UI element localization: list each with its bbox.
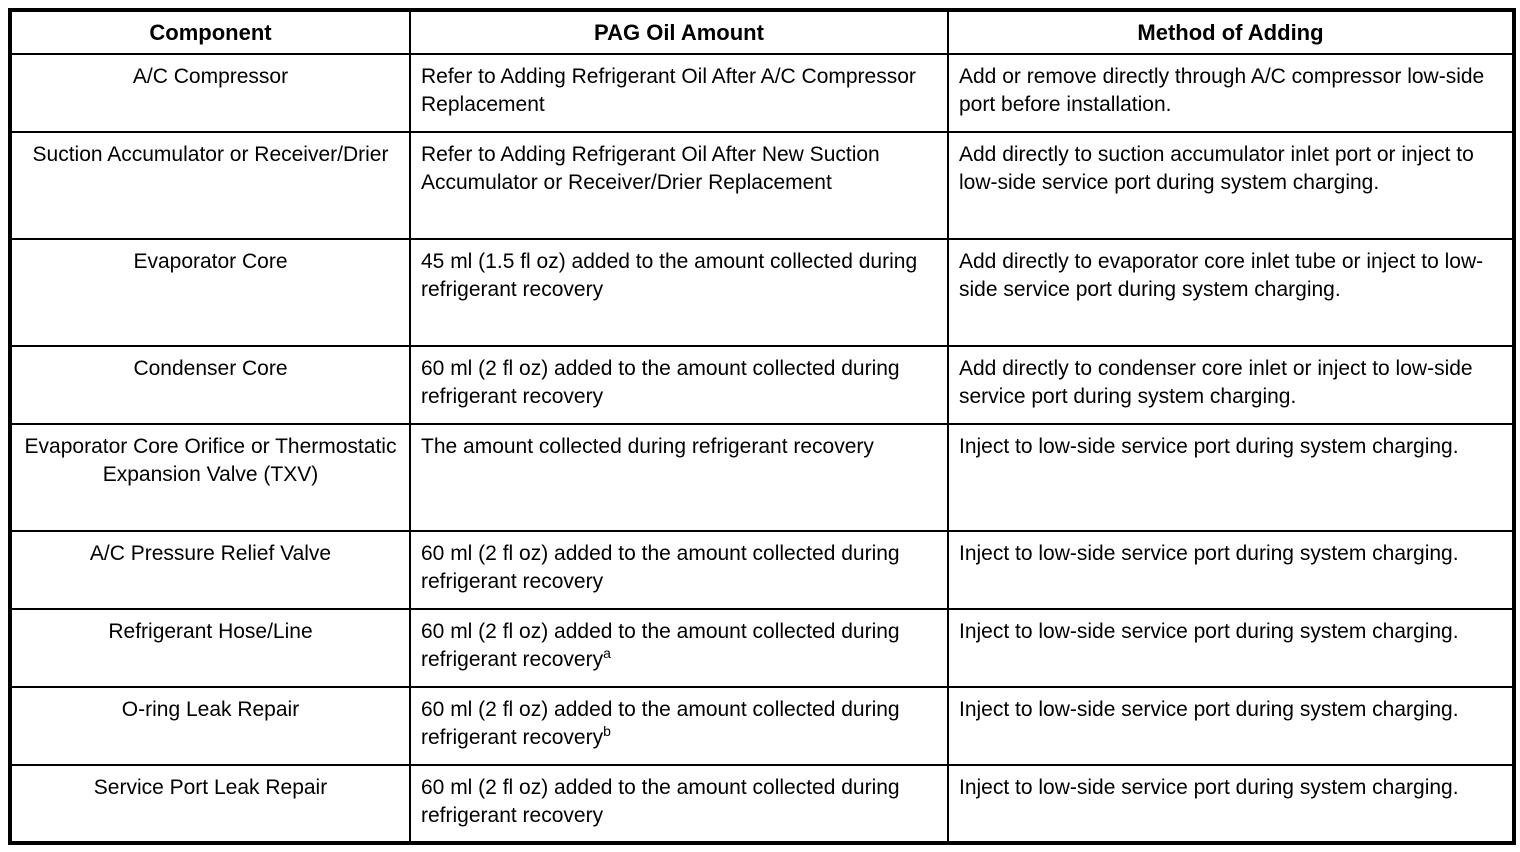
pag-cell	[410, 54, 948, 132]
component-cell: A/C Pressure Relief Valve	[10, 531, 410, 609]
method-cell: Inject to low-side service port during system charging.	[948, 609, 1514, 687]
pag-text: Refer to Adding Refrigerant Oil After New Suction Accumulator or Receiver/Drier Replacement	[421, 143, 880, 195]
table-row	[10, 54, 1514, 132]
header-component: Component	[10, 10, 410, 54]
pag-oil-amount-table	[8, 8, 1516, 845]
method-cell: Inject to low-side service port during system charging.	[948, 765, 1514, 843]
pag-text: 60 ml (2 fl oz) added to the amount collected during refrigerant recovery	[421, 620, 900, 672]
component-cell: O-ring Leak Repair	[10, 687, 410, 765]
pag-cell	[410, 687, 948, 765]
footnote-marker: b	[603, 723, 611, 740]
method-cell: Add directly to condenser core inlet or inject to low-side service port during system charging.	[948, 346, 1514, 424]
pag-text: 60 ml (2 fl oz) added to the amount collected during refrigerant recovery	[421, 357, 900, 409]
table-row	[10, 609, 1514, 687]
pag-text: 60 ml (2 fl oz) added to the amount collected during refrigerant recovery	[421, 776, 900, 828]
method-cell: Add directly to suction accumulator inlet port or inject to low-side service port during system charging.	[948, 132, 1514, 239]
method-cell: Add directly to evaporator core inlet tube or inject to low-side service port during system charging.	[948, 239, 1514, 346]
pag-cell	[410, 132, 948, 239]
header-pag-oil-amount: PAG Oil Amount	[410, 10, 948, 54]
pag-cell	[410, 346, 948, 424]
method-cell: Inject to low-side service port during system charging.	[948, 687, 1514, 765]
pag-text: Refer to Adding Refrigerant Oil After A/C Compressor Replacement	[421, 65, 916, 117]
component-cell: Evaporator Core	[10, 239, 410, 346]
method-cell: Inject to low-side service port during system charging.	[948, 531, 1514, 609]
method-cell: Inject to low-side service port during system charging.	[948, 424, 1514, 531]
table-row	[10, 346, 1514, 424]
component-cell: Service Port Leak Repair	[10, 765, 410, 843]
pag-cell	[410, 531, 948, 609]
footnote-marker: a	[603, 645, 611, 662]
component-cell: A/C Compressor	[10, 54, 410, 132]
method-cell: Add or remove directly through A/C compressor low-side port before installation.	[948, 54, 1514, 132]
pag-text: The amount collected during refrigerant recovery	[421, 435, 874, 459]
pag-cell	[410, 765, 948, 843]
component-cell: Suction Accumulator or Receiver/Drier	[10, 132, 410, 239]
header-row	[10, 10, 1514, 54]
pag-text: 60 ml (2 fl oz) added to the amount collected during refrigerant recovery	[421, 698, 900, 750]
header-method-of-adding: Method of Adding	[948, 10, 1514, 54]
pag-cell	[410, 609, 948, 687]
pag-text: 45 ml (1.5 fl oz) added to the amount collected during refrigerant recovery	[421, 250, 918, 302]
table-row	[10, 687, 1514, 765]
component-cell: Condenser Core	[10, 346, 410, 424]
pag-cell	[410, 424, 948, 531]
component-cell: Evaporator Core Orifice or Thermostatic Expansion Valve (TXV)	[10, 424, 410, 531]
pag-cell	[410, 239, 948, 346]
pag-text: 60 ml (2 fl oz) added to the amount collected during refrigerant recovery	[421, 542, 900, 594]
table-row	[10, 765, 1514, 843]
table-row	[10, 239, 1514, 346]
table-row	[10, 424, 1514, 531]
component-cell: Refrigerant Hose/Line	[10, 609, 410, 687]
table-row	[10, 132, 1514, 239]
table-row	[10, 531, 1514, 609]
